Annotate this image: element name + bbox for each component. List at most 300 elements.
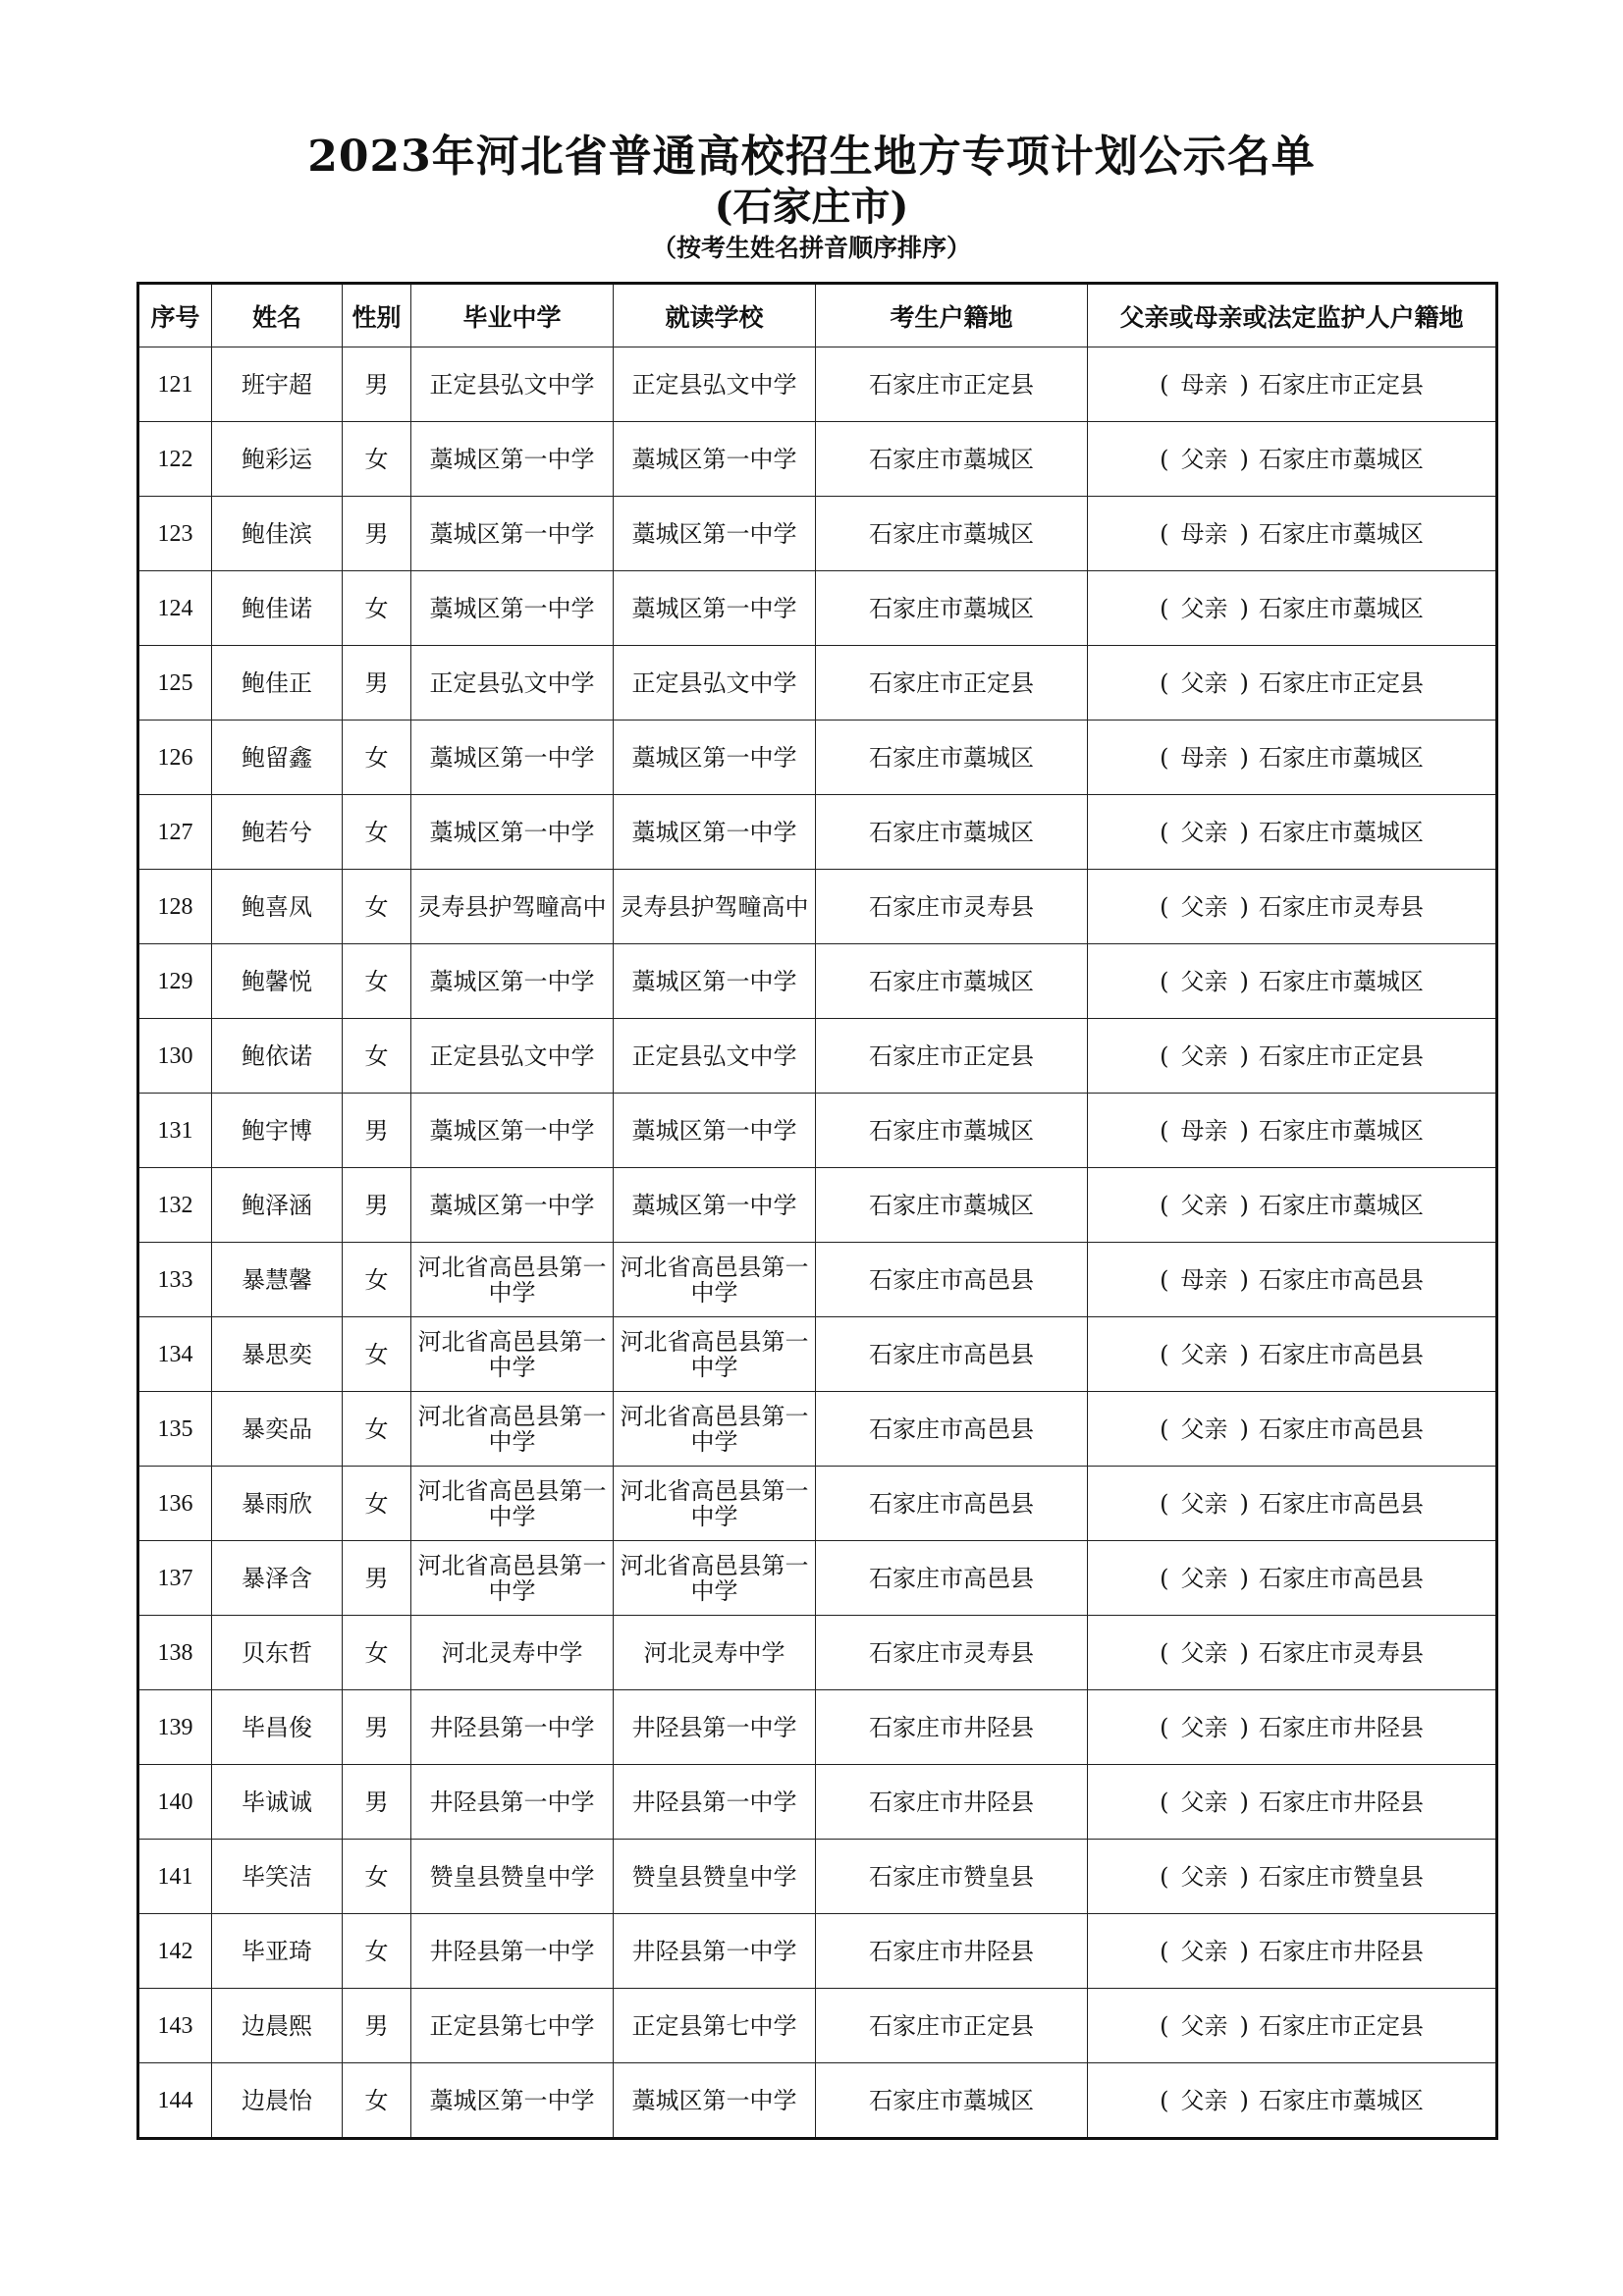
cell-gender: 女 [343, 1840, 411, 1914]
cell-student-hukou: 石家庄市井陉县 [816, 1690, 1088, 1765]
guardian-relation: 父亲 [1180, 445, 1228, 473]
cell-student-hukou: 石家庄市灵寿县 [816, 1616, 1088, 1690]
guardian-place: 石家庄市藁城区 [1258, 2086, 1424, 2114]
cell-graduation-school: 正定县弘文中学 [411, 1019, 614, 1094]
guardian-relation: 父亲 [1180, 1788, 1228, 1816]
cell-gender: 男 [343, 497, 411, 571]
cell-guardian-hukou [1088, 646, 1497, 721]
document-title: 2023年河北省普通高校招生地方专项计划公示名单 [307, 132, 1316, 182]
cell-gender: 女 [343, 422, 411, 497]
cell-current-school: 井陉县第一中学 [614, 1765, 816, 1840]
cell-student-hukou: 石家庄市藁城区 [816, 2063, 1088, 2139]
guardian-place: 石家庄市正定县 [1258, 1041, 1424, 1070]
cell-guardian-hukou [1088, 721, 1497, 795]
close-paren: ) [1239, 1862, 1249, 1891]
guardian-relation: 父亲 [1180, 1191, 1228, 1219]
cell-guardian-hukou [1088, 1541, 1497, 1616]
cell-student-hukou: 石家庄市高邑县 [816, 1243, 1088, 1317]
table-row [138, 1989, 1497, 2063]
cell-current-school: 河北省高邑县第一中学 [614, 1243, 816, 1317]
cell-graduation-school: 河北省高邑县第一中学 [411, 1467, 614, 1541]
cell-guardian-hukou [1088, 1392, 1497, 1467]
cell-guardian-hukou [1088, 1243, 1497, 1317]
cell-no: 141 [138, 1840, 212, 1914]
cell-student-hukou: 石家庄市藁城区 [816, 571, 1088, 646]
close-paren: ) [1239, 1937, 1249, 1965]
cell-name: 暴雨欣 [212, 1467, 343, 1541]
cell-name: 鲍留鑫 [212, 721, 343, 795]
guardian-place: 石家庄市井陉县 [1258, 1788, 1424, 1816]
table-row [138, 1168, 1497, 1243]
guardian-relation: 父亲 [1180, 2086, 1228, 2114]
cell-current-school: 井陉县第一中学 [614, 1914, 816, 1989]
table-body [138, 347, 1497, 2139]
cell-no: 139 [138, 1690, 212, 1765]
cell-guardian-hukou [1088, 1989, 1497, 2063]
guardian-relation: 父亲 [1180, 1489, 1228, 1518]
cell-name: 鲍彩运 [212, 422, 343, 497]
cell-no: 132 [138, 1168, 212, 1243]
cell-gender: 男 [343, 1765, 411, 1840]
cell-guardian-hukou [1088, 1467, 1497, 1541]
table-row [138, 1317, 1497, 1392]
table-row [138, 1094, 1497, 1168]
cell-guardian-hukou [1088, 497, 1497, 571]
table-row [138, 1690, 1497, 1765]
cell-current-school: 井陉县第一中学 [614, 1690, 816, 1765]
open-paren: ( [1160, 1116, 1169, 1145]
cell-student-hukou: 石家庄市藁城区 [816, 721, 1088, 795]
document-city-subtitle: (石家庄市) [714, 184, 909, 230]
cell-name: 鲍佳滨 [212, 497, 343, 571]
cell-current-school: 河北省高邑县第一中学 [614, 1392, 816, 1467]
cell-no: 125 [138, 646, 212, 721]
open-paren: ( [1160, 668, 1169, 697]
table-row [138, 795, 1497, 870]
guardian-relation: 父亲 [1180, 967, 1228, 995]
cell-current-school: 藁城区第一中学 [614, 1168, 816, 1243]
header-student-hukou: 考生户籍地 [816, 284, 1088, 347]
cell-student-hukou: 石家庄市高邑县 [816, 1392, 1088, 1467]
header-gender: 性别 [343, 284, 411, 347]
open-paren: ( [1160, 1265, 1169, 1294]
guardian-place: 石家庄市藁城区 [1258, 519, 1424, 548]
guardian-place: 石家庄市高邑县 [1258, 1265, 1424, 1294]
close-paren: ) [1239, 1340, 1249, 1368]
cell-graduation-school: 正定县弘文中学 [411, 347, 614, 422]
open-paren: ( [1160, 892, 1169, 921]
cell-current-school: 河北省高邑县第一中学 [614, 1317, 816, 1392]
cell-graduation-school: 井陉县第一中学 [411, 1914, 614, 1989]
cell-graduation-school: 赞皇县赞皇中学 [411, 1840, 614, 1914]
guardian-place: 石家庄市井陉县 [1258, 1713, 1424, 1741]
guardian-relation: 母亲 [1180, 370, 1228, 399]
cell-name: 鲍馨悦 [212, 944, 343, 1019]
cell-no: 129 [138, 944, 212, 1019]
table-row [138, 1467, 1497, 1541]
cell-graduation-school: 藁城区第一中学 [411, 497, 614, 571]
cell-graduation-school: 藁城区第一中学 [411, 1168, 614, 1243]
table-row [138, 1914, 1497, 1989]
table-header-row [138, 284, 1497, 347]
close-paren: ) [1239, 2011, 1249, 2040]
cell-no: 138 [138, 1616, 212, 1690]
cell-current-school: 藁城区第一中学 [614, 571, 816, 646]
open-paren: ( [1160, 1937, 1169, 1965]
cell-no: 123 [138, 497, 212, 571]
cell-graduation-school: 井陉县第一中学 [411, 1765, 614, 1840]
guardian-place: 石家庄市藁城区 [1258, 594, 1424, 622]
open-paren: ( [1160, 818, 1169, 846]
guardian-place: 石家庄市正定县 [1258, 370, 1424, 399]
cell-name: 鲍佳正 [212, 646, 343, 721]
cell-gender: 女 [343, 1467, 411, 1541]
close-paren: ) [1239, 892, 1249, 921]
cell-student-hukou: 石家庄市藁城区 [816, 1094, 1088, 1168]
cell-student-hukou: 石家庄市井陉县 [816, 1914, 1088, 1989]
cell-no: 143 [138, 1989, 212, 2063]
table-row [138, 1243, 1497, 1317]
cell-gender: 女 [343, 1317, 411, 1392]
header-guardian-hukou: 父亲或母亲或法定监护人户籍地 [1088, 284, 1497, 347]
cell-gender: 女 [343, 1914, 411, 1989]
cell-student-hukou: 石家庄市正定县 [816, 347, 1088, 422]
cell-gender: 男 [343, 1541, 411, 1616]
cell-no: 137 [138, 1541, 212, 1616]
header-graduation-school: 毕业中学 [411, 284, 614, 347]
cell-graduation-school: 河北省高邑县第一中学 [411, 1541, 614, 1616]
guardian-relation: 父亲 [1180, 1564, 1228, 1592]
open-paren: ( [1160, 1191, 1169, 1219]
cell-name: 鲍佳诺 [212, 571, 343, 646]
guardian-relation: 母亲 [1180, 1116, 1228, 1145]
guardian-place: 石家庄市藁城区 [1258, 967, 1424, 995]
cell-current-school: 藁城区第一中学 [614, 721, 816, 795]
guardian-place: 石家庄市正定县 [1258, 668, 1424, 697]
table-row [138, 347, 1497, 422]
cell-name: 鲍依诺 [212, 1019, 343, 1094]
guardian-place: 石家庄市藁城区 [1258, 1116, 1424, 1145]
open-paren: ( [1160, 1041, 1169, 1070]
cell-guardian-hukou [1088, 1616, 1497, 1690]
cell-current-school: 河北省高邑县第一中学 [614, 1541, 816, 1616]
cell-name: 班宇超 [212, 347, 343, 422]
table-row [138, 422, 1497, 497]
cell-no: 131 [138, 1094, 212, 1168]
cell-graduation-school: 藁城区第一中学 [411, 1094, 614, 1168]
cell-no: 124 [138, 571, 212, 646]
cell-no: 134 [138, 1317, 212, 1392]
cell-current-school: 藁城区第一中学 [614, 497, 816, 571]
open-paren: ( [1160, 1564, 1169, 1592]
cell-no: 128 [138, 870, 212, 944]
table-row [138, 944, 1497, 1019]
cell-graduation-school: 藁城区第一中学 [411, 721, 614, 795]
cell-name: 边晨熙 [212, 1989, 343, 2063]
cell-gender: 女 [343, 1392, 411, 1467]
guardian-relation: 父亲 [1180, 1638, 1228, 1667]
guardian-relation: 父亲 [1180, 668, 1228, 697]
cell-gender: 女 [343, 1019, 411, 1094]
cell-gender: 男 [343, 1094, 411, 1168]
cell-student-hukou: 石家庄市高邑县 [816, 1467, 1088, 1541]
guardian-place: 石家庄市藁城区 [1258, 818, 1424, 846]
cell-current-school: 正定县弘文中学 [614, 646, 816, 721]
guardian-place: 石家庄市灵寿县 [1258, 892, 1424, 921]
close-paren: ) [1239, 1041, 1249, 1070]
close-paren: ) [1239, 1116, 1249, 1145]
cell-name: 鲍喜凤 [212, 870, 343, 944]
cell-guardian-hukou [1088, 1094, 1497, 1168]
cell-name: 暴奕品 [212, 1392, 343, 1467]
cell-name: 毕昌俊 [212, 1690, 343, 1765]
cell-student-hukou: 石家庄市高邑县 [816, 1317, 1088, 1392]
cell-guardian-hukou [1088, 1690, 1497, 1765]
close-paren: ) [1239, 2086, 1249, 2114]
guardian-relation: 父亲 [1180, 1713, 1228, 1741]
cell-graduation-school: 河北省高邑县第一中学 [411, 1317, 614, 1392]
cell-gender: 男 [343, 347, 411, 422]
cell-no: 126 [138, 721, 212, 795]
table-row [138, 571, 1497, 646]
cell-graduation-school: 河北省高邑县第一中学 [411, 1392, 614, 1467]
guardian-relation: 父亲 [1180, 1937, 1228, 1965]
guardian-place: 石家庄市高邑县 [1258, 1489, 1424, 1518]
header-current-school: 就读学校 [614, 284, 816, 347]
open-paren: ( [1160, 743, 1169, 772]
guardian-relation: 父亲 [1180, 1415, 1228, 1443]
guardian-relation: 父亲 [1180, 892, 1228, 921]
cell-guardian-hukou [1088, 870, 1497, 944]
cell-current-school: 藁城区第一中学 [614, 1094, 816, 1168]
cell-student-hukou: 石家庄市藁城区 [816, 497, 1088, 571]
table-row [138, 721, 1497, 795]
cell-no: 144 [138, 2063, 212, 2139]
cell-no: 140 [138, 1765, 212, 1840]
close-paren: ) [1239, 1564, 1249, 1592]
cell-student-hukou: 石家庄市井陉县 [816, 1765, 1088, 1840]
guardian-place: 石家庄市高邑县 [1258, 1415, 1424, 1443]
cell-graduation-school: 藁城区第一中学 [411, 2063, 614, 2139]
open-paren: ( [1160, 1489, 1169, 1518]
cell-guardian-hukou [1088, 2063, 1497, 2139]
cell-student-hukou: 石家庄市正定县 [816, 646, 1088, 721]
cell-name: 鲍若兮 [212, 795, 343, 870]
cell-guardian-hukou [1088, 422, 1497, 497]
cell-guardian-hukou [1088, 1914, 1497, 1989]
cell-current-school: 藁城区第一中学 [614, 422, 816, 497]
cell-no: 121 [138, 347, 212, 422]
guardian-relation: 父亲 [1180, 1041, 1228, 1070]
cell-student-hukou: 石家庄市藁城区 [816, 795, 1088, 870]
cell-gender: 女 [343, 944, 411, 1019]
open-paren: ( [1160, 1713, 1169, 1741]
cell-guardian-hukou [1088, 347, 1497, 422]
close-paren: ) [1239, 1191, 1249, 1219]
cell-name: 毕诚诚 [212, 1765, 343, 1840]
cell-graduation-school: 井陉县第一中学 [411, 1690, 614, 1765]
cell-no: 122 [138, 422, 212, 497]
guardian-place: 石家庄市高邑县 [1258, 1564, 1424, 1592]
open-paren: ( [1160, 2011, 1169, 2040]
close-paren: ) [1239, 1265, 1249, 1294]
roster-table [136, 282, 1498, 2140]
open-paren: ( [1160, 1862, 1169, 1891]
close-paren: ) [1239, 519, 1249, 548]
guardian-place: 石家庄市藁城区 [1258, 445, 1424, 473]
cell-gender: 女 [343, 721, 411, 795]
cell-name: 鲍宇博 [212, 1094, 343, 1168]
table-row [138, 2063, 1497, 2139]
cell-current-school: 赞皇县赞皇中学 [614, 1840, 816, 1914]
open-paren: ( [1160, 445, 1169, 473]
cell-student-hukou: 石家庄市正定县 [816, 1019, 1088, 1094]
cell-graduation-school: 正定县第七中学 [411, 1989, 614, 2063]
header-no: 序号 [138, 284, 212, 347]
cell-no: 133 [138, 1243, 212, 1317]
guardian-place: 石家庄市灵寿县 [1258, 1638, 1424, 1667]
cell-gender: 女 [343, 571, 411, 646]
cell-gender: 男 [343, 1168, 411, 1243]
guardian-relation: 母亲 [1180, 1265, 1228, 1294]
table-row [138, 1392, 1497, 1467]
guardian-place: 石家庄市藁城区 [1258, 743, 1424, 772]
close-paren: ) [1239, 743, 1249, 772]
close-paren: ) [1239, 445, 1249, 473]
cell-name: 暴思奕 [212, 1317, 343, 1392]
header-name: 姓名 [212, 284, 343, 347]
cell-student-hukou: 石家庄市灵寿县 [816, 870, 1088, 944]
cell-name: 毕笑洁 [212, 1840, 343, 1914]
cell-graduation-school: 正定县弘文中学 [411, 646, 614, 721]
guardian-relation: 父亲 [1180, 2011, 1228, 2040]
cell-gender: 女 [343, 870, 411, 944]
cell-gender: 女 [343, 2063, 411, 2139]
cell-graduation-school: 河北省高邑县第一中学 [411, 1243, 614, 1317]
table-row [138, 1840, 1497, 1914]
cell-current-school: 正定县弘文中学 [614, 1019, 816, 1094]
cell-student-hukou: 石家庄市藁城区 [816, 1168, 1088, 1243]
cell-no: 142 [138, 1914, 212, 1989]
guardian-place: 石家庄市正定县 [1258, 2011, 1424, 2040]
cell-graduation-school: 藁城区第一中学 [411, 422, 614, 497]
cell-current-school: 藁城区第一中学 [614, 944, 816, 1019]
table-row [138, 1541, 1497, 1616]
close-paren: ) [1239, 594, 1249, 622]
cell-no: 130 [138, 1019, 212, 1094]
cell-name: 鲍泽涵 [212, 1168, 343, 1243]
cell-current-school: 河北灵寿中学 [614, 1616, 816, 1690]
cell-student-hukou: 石家庄市赞皇县 [816, 1840, 1088, 1914]
open-paren: ( [1160, 967, 1169, 995]
cell-guardian-hukou [1088, 571, 1497, 646]
cell-student-hukou: 石家庄市藁城区 [816, 422, 1088, 497]
cell-graduation-school: 灵寿县护驾疃高中 [411, 870, 614, 944]
table-row [138, 1019, 1497, 1094]
cell-gender: 男 [343, 1690, 411, 1765]
cell-gender: 男 [343, 646, 411, 721]
table-row [138, 646, 1497, 721]
close-paren: ) [1239, 967, 1249, 995]
cell-student-hukou: 石家庄市正定县 [816, 1989, 1088, 2063]
cell-name: 贝东哲 [212, 1616, 343, 1690]
guardian-place: 石家庄市赞皇县 [1258, 1862, 1424, 1891]
cell-gender: 女 [343, 1243, 411, 1317]
cell-graduation-school: 河北灵寿中学 [411, 1616, 614, 1690]
cell-gender: 男 [343, 1989, 411, 2063]
cell-current-school: 灵寿县护驾疃高中 [614, 870, 816, 944]
cell-current-school: 藁城区第一中学 [614, 2063, 816, 2139]
close-paren: ) [1239, 818, 1249, 846]
cell-no: 136 [138, 1467, 212, 1541]
cell-graduation-school: 藁城区第一中学 [411, 944, 614, 1019]
cell-graduation-school: 藁城区第一中学 [411, 571, 614, 646]
table-row [138, 870, 1497, 944]
open-paren: ( [1160, 1638, 1169, 1667]
cell-student-hukou: 石家庄市高邑县 [816, 1541, 1088, 1616]
cell-guardian-hukou [1088, 1019, 1497, 1094]
cell-current-school: 正定县第七中学 [614, 1989, 816, 2063]
cell-current-school: 河北省高邑县第一中学 [614, 1467, 816, 1541]
guardian-place: 石家庄市藁城区 [1258, 1191, 1424, 1219]
cell-current-school: 正定县弘文中学 [614, 347, 816, 422]
table-row [138, 1765, 1497, 1840]
table-row [138, 1616, 1497, 1690]
cell-student-hukou: 石家庄市藁城区 [816, 944, 1088, 1019]
open-paren: ( [1160, 594, 1169, 622]
cell-guardian-hukou [1088, 1765, 1497, 1840]
cell-no: 127 [138, 795, 212, 870]
close-paren: ) [1239, 1489, 1249, 1518]
cell-gender: 女 [343, 1616, 411, 1690]
open-paren: ( [1160, 1415, 1169, 1443]
cell-graduation-school: 藁城区第一中学 [411, 795, 614, 870]
close-paren: ) [1239, 1638, 1249, 1667]
open-paren: ( [1160, 2086, 1169, 2114]
document-sort-note: （按考生姓名拼音顺序排序） [651, 234, 971, 262]
close-paren: ) [1239, 1788, 1249, 1816]
cell-no: 135 [138, 1392, 212, 1467]
guardian-place: 石家庄市井陉县 [1258, 1937, 1424, 1965]
cell-guardian-hukou [1088, 1840, 1497, 1914]
guardian-relation: 父亲 [1180, 1340, 1228, 1368]
cell-guardian-hukou [1088, 1317, 1497, 1392]
guardian-relation: 父亲 [1180, 594, 1228, 622]
close-paren: ) [1239, 370, 1249, 399]
table-row [138, 497, 1497, 571]
cell-guardian-hukou [1088, 795, 1497, 870]
guardian-place: 石家庄市高邑县 [1258, 1340, 1424, 1368]
cell-name: 暴泽含 [212, 1541, 343, 1616]
open-paren: ( [1160, 1340, 1169, 1368]
open-paren: ( [1160, 1788, 1169, 1816]
cell-current-school: 藁城区第一中学 [614, 795, 816, 870]
close-paren: ) [1239, 1415, 1249, 1443]
guardian-relation: 父亲 [1180, 818, 1228, 846]
cell-name: 暴慧馨 [212, 1243, 343, 1317]
open-paren: ( [1160, 519, 1169, 548]
guardian-relation: 母亲 [1180, 743, 1228, 772]
cell-name: 边晨怡 [212, 2063, 343, 2139]
cell-name: 毕亚琦 [212, 1914, 343, 1989]
guardian-relation: 母亲 [1180, 519, 1228, 548]
open-paren: ( [1160, 370, 1169, 399]
cell-guardian-hukou [1088, 944, 1497, 1019]
cell-guardian-hukou [1088, 1168, 1497, 1243]
close-paren: ) [1239, 668, 1249, 697]
close-paren: ) [1239, 1713, 1249, 1741]
cell-gender: 女 [343, 795, 411, 870]
